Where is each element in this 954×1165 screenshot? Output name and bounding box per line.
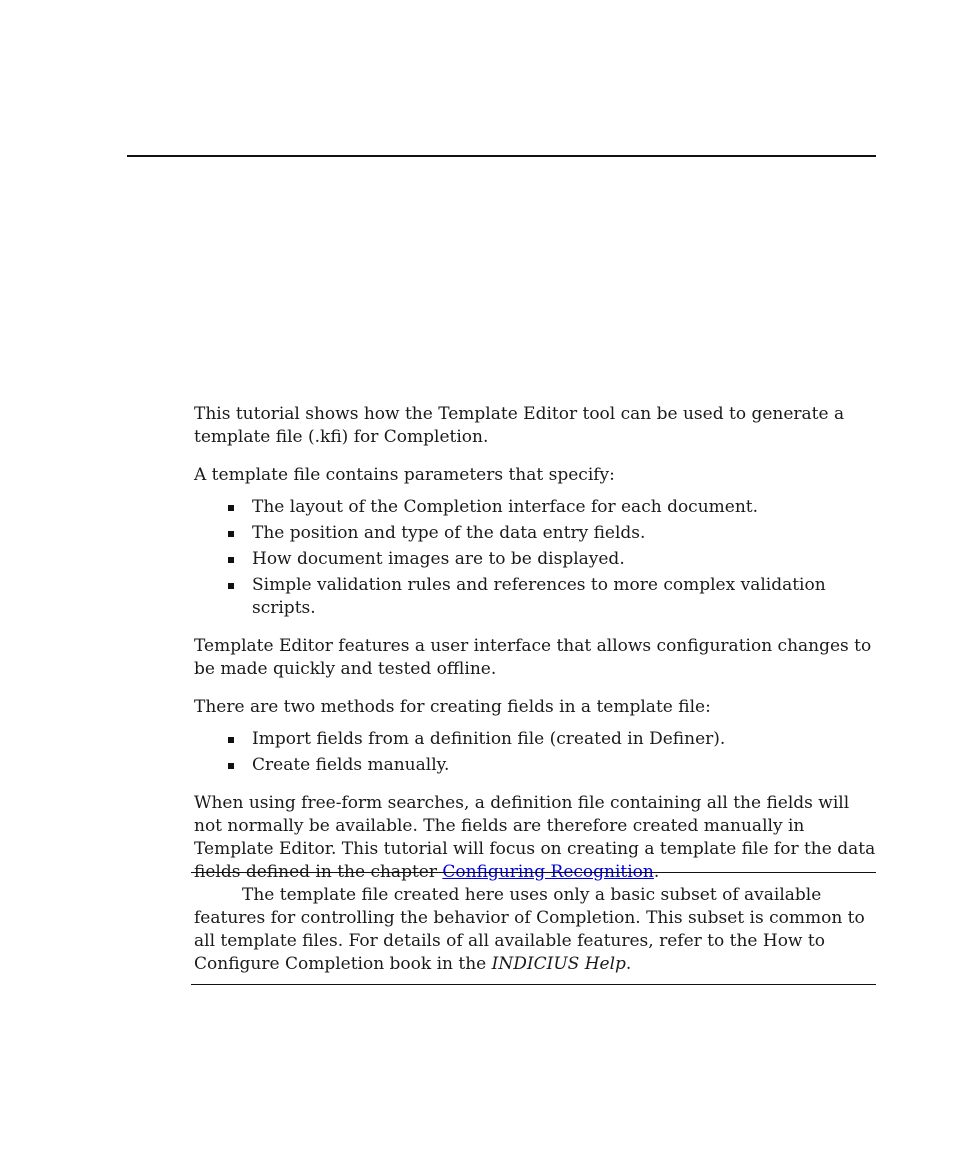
header-rule: [127, 155, 876, 157]
spec-lead-paragraph: A template file contains parameters that specify:: [194, 465, 615, 485]
features-paragraph: Template Editor features a user interface that allows configuration changes to be made quickly and tested offline.: [194, 636, 872, 679]
list-item-text: Create fields manually.: [252, 755, 450, 775]
square-bullet-icon: [228, 737, 234, 743]
methods-list: [194, 728, 876, 777]
list-item-text: The layout of the Completion interface for each document.: [252, 497, 759, 517]
list-item-text: Simple validation rules and references to more complex validation scripts.: [252, 575, 826, 618]
spec-list: [194, 496, 876, 620]
list-item: [194, 522, 876, 545]
square-bullet-icon: [228, 505, 234, 511]
note-box: [191, 872, 876, 985]
square-bullet-icon: [228, 531, 234, 537]
free-form-suffix: .: [653, 862, 660, 882]
main-content: [194, 403, 876, 899]
square-bullet-icon: [228, 583, 234, 589]
intro-paragraph: This tutorial shows how the Template Editor tool can be used to generate a template file (.kfi) for Completion.: [194, 404, 845, 447]
note-help-title: INDICIUS Help: [491, 954, 626, 974]
note-suffix: .: [625, 954, 632, 974]
list-item: [194, 754, 876, 777]
configuring-recognition-link[interactable]: Configuring Recognition: [442, 862, 654, 882]
free-form-paragraph: [194, 792, 876, 884]
list-item: [194, 548, 876, 571]
list-item: [194, 574, 876, 620]
square-bullet-icon: [228, 763, 234, 769]
free-form-text: When using free-form searches, a definition file containing all the fields will not normally be available. The fields are therefore created manually in Template Editor. This tutorial will focus on creating a template file for the data fields defined in the chapter: [194, 793, 876, 882]
note-paragraph: [194, 884, 876, 976]
square-bullet-icon: [228, 557, 234, 563]
note-text: The template file created here uses only a basic subset of available features for controlling the behavior of Completion. This subset is common to all template files. For details of all available features, refer to the How to Configure Completion book in the: [194, 885, 865, 974]
list-item-text: The position and type of the data entry fields.: [252, 523, 646, 543]
list-item-text: Import fields from a definition file (created in Definer).: [252, 729, 726, 749]
list-item: [194, 496, 876, 519]
list-item: [194, 728, 876, 751]
methods-lead-paragraph: There are two methods for creating fields in a template file:: [194, 697, 711, 717]
list-item-text: How document images are to be displayed.: [252, 549, 625, 569]
